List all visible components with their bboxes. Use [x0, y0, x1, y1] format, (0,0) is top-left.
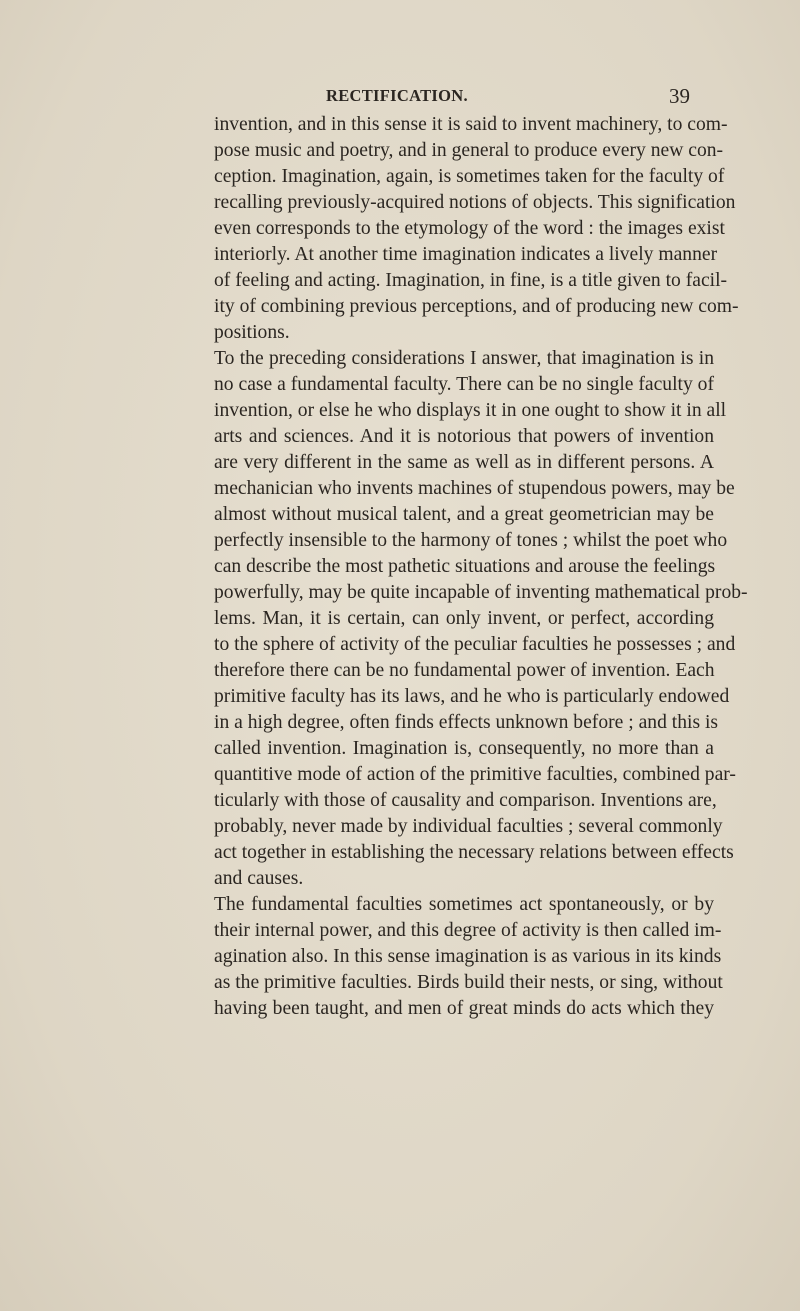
text-line: agination also. In this sense imagination is as various in its kinds: [214, 946, 722, 967]
text-line: even corresponds to the etymology of the word : the images exist: [214, 218, 725, 239]
page-number: 39: [669, 84, 690, 108]
text-line: invention, or else he who displays it in one ought to show it in all: [214, 400, 727, 421]
text-line: can describe the most pathetic situations and arouse the feelings: [214, 556, 716, 577]
text-line: act together in establishing the necessary relations between effects: [214, 842, 734, 863]
text-line: interiorly. At another time imagination indicates a lively manner: [214, 244, 718, 265]
text-line: positions.: [214, 322, 290, 343]
text-line: therefore there can be no fundamental power of invention. Each: [214, 660, 715, 681]
text-line: perfectly insensible to the harmony of tones ; whilst the poet who: [214, 530, 728, 551]
text-line: arts and sciences. And it is notorious that powers of invention: [214, 426, 714, 447]
text-line: probably, never made by individual faculties ; several commonly: [214, 816, 723, 837]
text-line: powerfully, may be quite incapable of inventing mathematical prob-: [214, 582, 748, 603]
text-line: mechanician who invents machines of stupendous powers, may be: [214, 478, 735, 499]
page-header: [214, 86, 690, 110]
text-line: having been taught, and men of great minds do acts which they: [214, 998, 714, 1019]
text-line: quantitive mode of action of the primitive faculties, combined par-: [214, 764, 736, 785]
text-line: and causes.: [214, 868, 304, 889]
text-line: as the primitive faculties. Birds build their nests, or sing, without: [214, 972, 723, 993]
text-line: The fundamental faculties sometimes act spontaneously, or by: [214, 894, 714, 915]
text-line: their internal power, and this degree of activity is then called im-: [214, 920, 722, 941]
text-line: of feeling and acting. Imagination, in fine, is a title given to facil-: [214, 270, 728, 291]
text-line: to the sphere of activity of the peculiar faculties he possesses ; and: [214, 634, 736, 655]
text-line: ticularly with those of causality and comparison. Inventions are,: [214, 790, 717, 811]
text-line: almost without musical talent, and a great geometrician may be: [214, 504, 714, 525]
text-line: primitive faculty has its laws, and he who is particularly endowed: [214, 686, 730, 707]
text-line: are very different in the same as well as in different persons. A: [214, 452, 714, 473]
text-line: lems. Man, it is certain, can only invent, or perfect, according: [214, 608, 714, 629]
text-line: no case a fundamental faculty. There can be no single faculty of: [214, 374, 714, 395]
text-line: ception. Imagination, again, is sometimes taken for the faculty of: [214, 166, 725, 187]
text-line: pose music and poetry, and in general to produce every new con-: [214, 140, 724, 161]
text-line: in a high degree, often finds effects unknown before ; and this is: [214, 712, 719, 733]
text-line: ity of combining previous perceptions, and of producing new com-: [214, 296, 739, 317]
text-line: called invention. Imagination is, consequently, no more than a: [214, 738, 714, 759]
text-line: recalling previously-acquired notions of objects. This signification: [214, 192, 736, 213]
text-line: To the preceding considerations I answer, that imagination is in: [214, 348, 714, 369]
running-head: RECTIFICATION.: [326, 86, 468, 105]
text-line: invention, and in this sense it is said to invent machinery, to com-: [214, 114, 728, 135]
body-text: [214, 112, 748, 1022]
